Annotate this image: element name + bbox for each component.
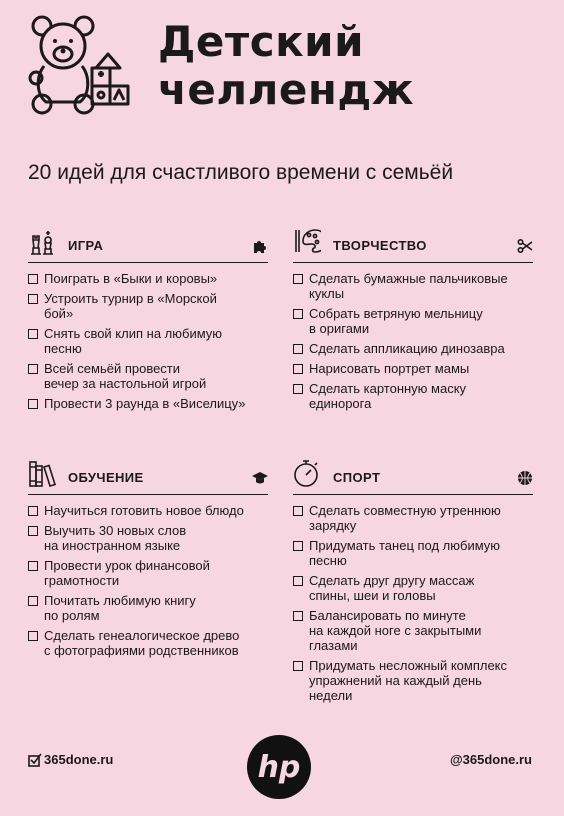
header bbox=[28, 14, 548, 124]
checkbox[interactable] bbox=[28, 526, 38, 536]
footer-site-link[interactable] bbox=[28, 752, 113, 767]
checkbox[interactable] bbox=[293, 309, 303, 319]
section-header bbox=[293, 224, 533, 263]
item-text: Всей семьёй провести вечер за настольной игрой bbox=[44, 361, 207, 391]
basketball-icon bbox=[517, 470, 533, 486]
item-text: Провести 3 раунда в «Виселицу» bbox=[44, 396, 246, 411]
list-item bbox=[293, 381, 533, 411]
item-text: Сделать совместную утреннюю зарядку bbox=[309, 503, 501, 533]
list-item bbox=[293, 361, 533, 376]
checkbox[interactable] bbox=[28, 274, 38, 284]
item-text: Почитать любимую книгу по ролям bbox=[44, 593, 196, 623]
list-item bbox=[28, 593, 268, 623]
item-text: Нарисовать портрет мамы bbox=[309, 361, 470, 376]
logo-text: hp bbox=[257, 750, 301, 785]
item-text: Провести урок финансовой грамотности bbox=[44, 558, 210, 588]
item-text: Устроить турнир в «Морской бой» bbox=[44, 291, 217, 321]
item-text: Снять свой клип на любимую песню bbox=[44, 326, 223, 356]
checkbox[interactable] bbox=[28, 364, 38, 374]
footer-site-text: 365done.ru bbox=[44, 752, 114, 767]
section-title: ОБУЧЕНИЕ bbox=[68, 470, 144, 485]
books-icon bbox=[28, 458, 56, 488]
checkbox[interactable] bbox=[28, 631, 38, 641]
checkbox[interactable] bbox=[293, 576, 303, 586]
list-item bbox=[293, 503, 533, 533]
item-text: Выучить 30 новых слов на иностранном языке bbox=[44, 523, 187, 553]
graduation-cap-icon bbox=[252, 470, 268, 486]
page-title: Детский челлендж bbox=[158, 17, 415, 114]
section-header bbox=[28, 456, 268, 495]
section-header bbox=[293, 456, 533, 495]
list-item bbox=[28, 628, 268, 658]
checkbox[interactable] bbox=[28, 329, 38, 339]
section-sport bbox=[293, 456, 533, 708]
list-item bbox=[28, 396, 268, 411]
list-item bbox=[293, 573, 533, 603]
list-item bbox=[28, 558, 268, 588]
checkbox[interactable] bbox=[28, 294, 38, 304]
stopwatch-icon bbox=[293, 458, 321, 488]
item-text: Поиграть в «Быки и коровы» bbox=[44, 271, 218, 286]
section-creativity bbox=[293, 224, 533, 416]
checkbox[interactable] bbox=[293, 541, 303, 551]
list-item bbox=[28, 326, 268, 356]
section-header bbox=[28, 224, 268, 263]
checkmark-box-icon bbox=[28, 753, 42, 767]
chess-pieces-icon bbox=[28, 226, 56, 256]
checklist bbox=[293, 503, 533, 703]
checkbox[interactable] bbox=[28, 506, 38, 516]
list-item bbox=[28, 291, 268, 321]
checkbox[interactable] bbox=[293, 344, 303, 354]
scissors-icon bbox=[517, 238, 533, 254]
checkbox[interactable] bbox=[293, 611, 303, 621]
list-item bbox=[293, 271, 533, 301]
checkbox[interactable] bbox=[28, 561, 38, 571]
list-item bbox=[293, 538, 533, 568]
item-text: Сделать аппликацию динозавра bbox=[309, 341, 505, 356]
section-title: ТВОРЧЕСТВО bbox=[333, 238, 427, 253]
checkbox[interactable] bbox=[293, 384, 303, 394]
section-game bbox=[28, 224, 268, 416]
section-title: ИГРА bbox=[68, 238, 104, 253]
hp-logo bbox=[246, 734, 312, 800]
checkbox[interactable] bbox=[28, 399, 38, 409]
item-text: Научиться готовить новое блюдо bbox=[44, 503, 244, 518]
list-item bbox=[293, 608, 533, 653]
list-item bbox=[28, 271, 268, 286]
section-learning bbox=[28, 456, 268, 663]
footer-social-handle[interactable]: @365done.ru bbox=[449, 752, 532, 767]
item-text: Сделать бумажные пальчиковые куклы bbox=[309, 271, 508, 301]
list-item bbox=[28, 503, 268, 518]
section-title: СПОРТ bbox=[333, 470, 381, 485]
item-text: Придумать несложный комплекс упражнений на каждый день недели bbox=[309, 658, 508, 703]
teddy-bear-blocks-icon bbox=[28, 14, 134, 118]
checkbox[interactable] bbox=[293, 274, 303, 284]
list-item bbox=[293, 341, 533, 356]
checkbox[interactable] bbox=[293, 364, 303, 374]
checkbox[interactable] bbox=[293, 661, 303, 671]
item-text: Собрать ветряную мельницу в оригами bbox=[309, 306, 483, 336]
list-item bbox=[28, 361, 268, 391]
list-item bbox=[293, 658, 533, 703]
item-text: Балансировать по минуте на каждой ноге с закрытыми глазами bbox=[309, 608, 482, 653]
checklist bbox=[28, 271, 268, 411]
item-text: Сделать картонную маску единорога bbox=[309, 381, 467, 411]
checkbox[interactable] bbox=[293, 506, 303, 516]
page-subtitle: 20 идей для счастливого времени с семьёй bbox=[28, 161, 454, 184]
item-text: Придумать танец под любимую песню bbox=[309, 538, 501, 568]
item-text: Сделать генеалогическое древо с фотографиями родственников bbox=[44, 628, 240, 658]
puzzle-piece-icon bbox=[252, 238, 268, 254]
list-item bbox=[293, 306, 533, 336]
list-item bbox=[28, 523, 268, 553]
checklist bbox=[28, 503, 268, 658]
item-text: Сделать друг другу массаж спины, шеи и головы bbox=[309, 573, 475, 603]
checklist bbox=[293, 271, 533, 411]
checkbox[interactable] bbox=[28, 596, 38, 606]
paint-palette-icon bbox=[293, 226, 321, 256]
